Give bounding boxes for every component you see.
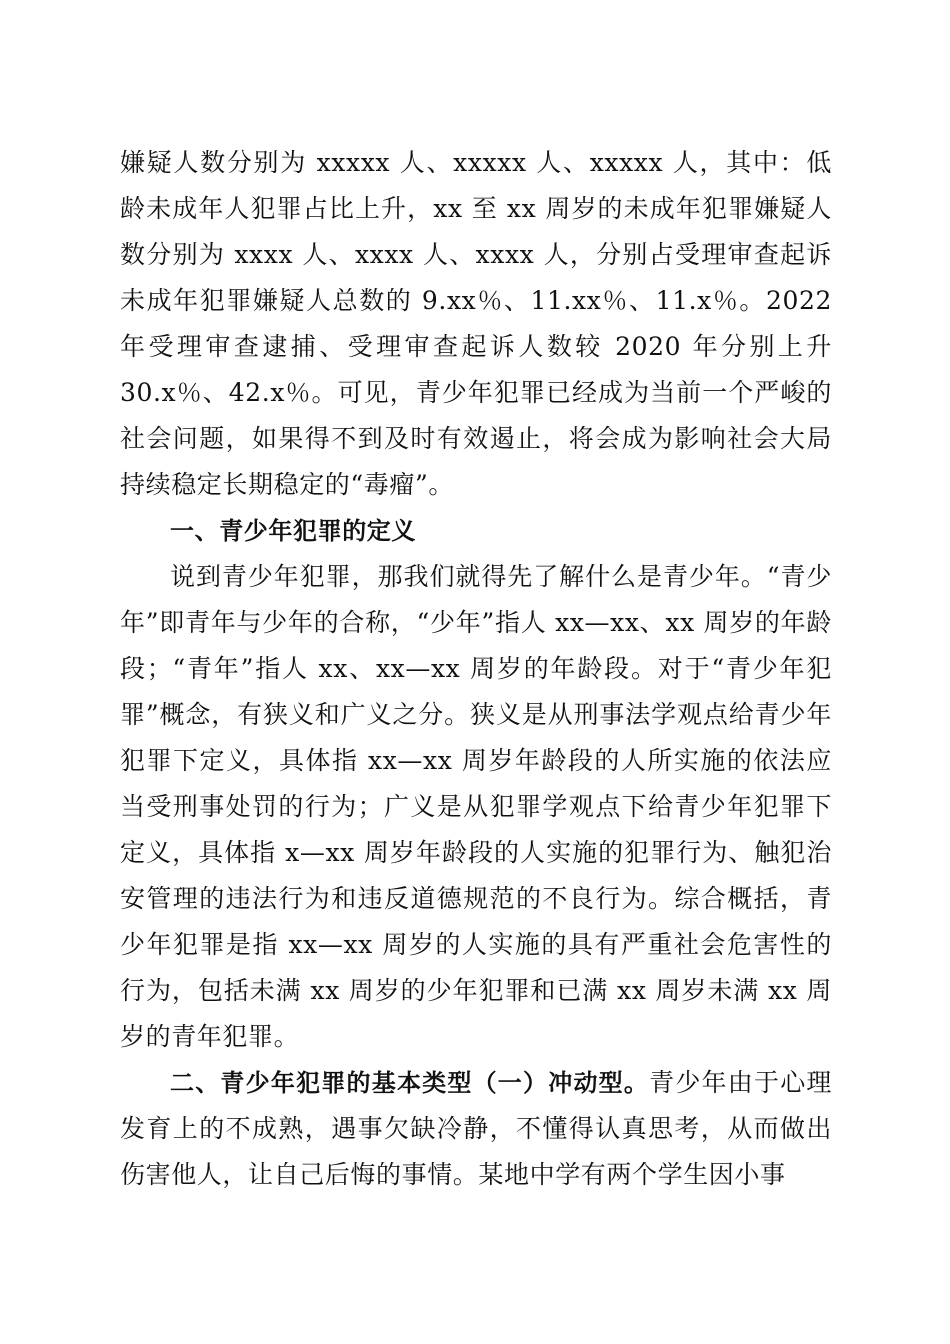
section-heading-definition: 一、青少年犯罪的定义 <box>170 517 416 545</box>
paragraph-statistics: 嫌疑人数分别为 xxxxx 人、xxxxx 人、xxxxx 人，其中：低龄未成年人犯罪占比上升，xx 至 xx 周岁的未成年犯罪嫌疑人数分别为 xxxx 人、xxxx 人、xxxx 人，分别占受理审查起诉未成年犯罪嫌疑人总数的 9.xx％、11.xx％、11.x％。2022 年受理审查逮捕、受理审查起诉人数较 2020 年分别上升 30.x％、42.x％。可见，青少年犯罪已经成为当前一个严峻的社会问题，如果得不到及时有效遏止，将会成为影响社会大局持续稳定长期稳定的“毒瘤”。 <box>120 148 832 499</box>
paragraph-types-text: 青少年由于心理发育上的不成熟，遇事欠缺冷静，不懂得认真思考，从而做出伤害他人，让自己后悔的事情。某地中学有两个学生因小事 <box>120 1068 833 1189</box>
paragraph-definition: 说到青少年犯罪，那我们就得先了解什么是青少年。“青少年”即青年与少年的合称，“少年”指人 xx—xx、xx 周岁的年龄段；“青年”指人 xx、xx—xx 周岁的年龄段。对于“青少年犯罪”概念，有狭义和广义之分。狭义是从刑事法学观点给青少年犯罪下定义，具体指 xx—xx 周岁年龄段的人所实施的依法应当受刑事处罚的行为；广义是从犯罪学观点下给青少年犯罪下定义，具体指 x—xx 周岁年龄段的人实施的犯罪行为、触犯治安管理的违法行为和违反道德规范的不良行为。综合概括，青少年犯罪是指 xx—xx 周岁的人实施的具有严重社会危害性的行为，包括未满 xx 周岁的少年犯罪和已满 xx 周岁未满 xx 周岁的青年犯罪。 <box>120 562 832 1051</box>
document-body <box>120 140 832 1198</box>
section-heading-types: 二、青少年犯罪的基本类型（一）冲动型。 <box>170 1069 650 1097</box>
paragraph-types <box>120 1060 832 1198</box>
